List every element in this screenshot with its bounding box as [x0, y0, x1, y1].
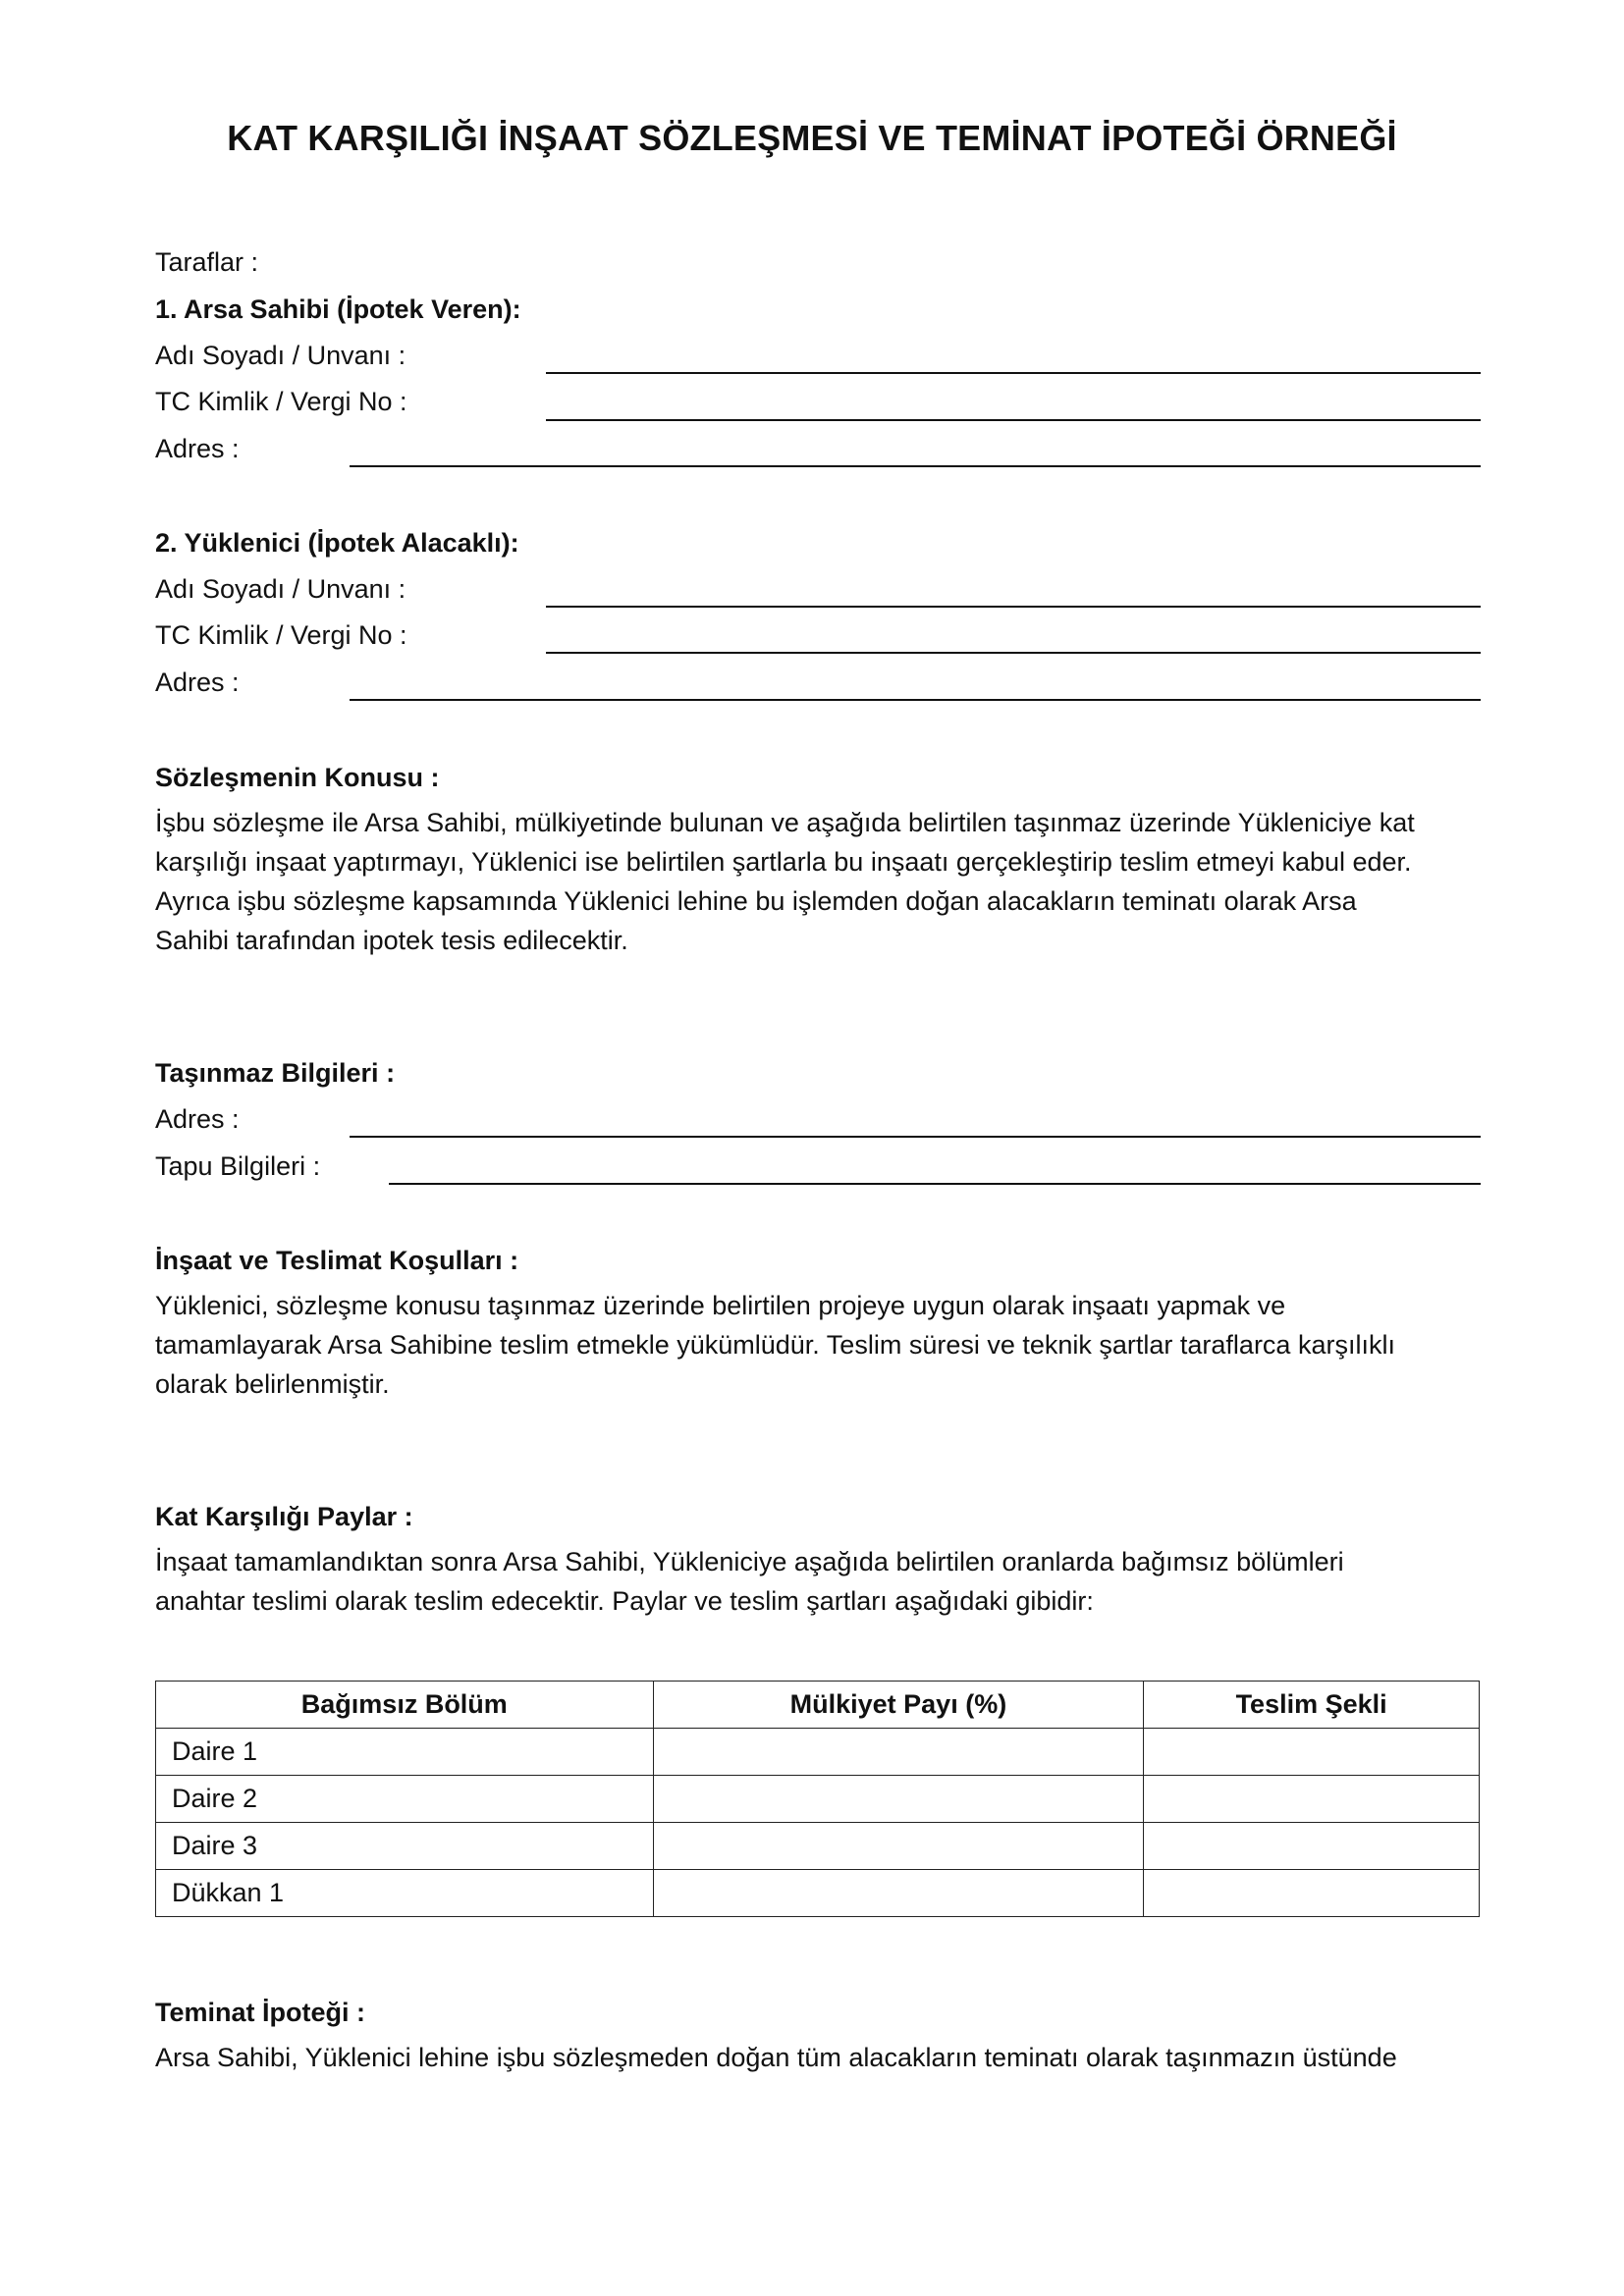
- owner-id-label: TC Kimlik / Vergi No :: [155, 387, 407, 416]
- shares-line: anahtar teslimi olarak teslim edecektir. Paylar ve teslim şartları aşağıdaki gibidir:: [155, 1586, 1094, 1616]
- property-heading: Taşınmaz Bilgileri :: [155, 1058, 396, 1088]
- subject-paragraph: [155, 803, 1481, 960]
- subject-line: İşbu sözleşme ile Arsa Sahibi, mülkiyetinde bulunan ve aşağıda belirtilen taşınmaz üzerinde Yükleniciye kat: [155, 808, 1415, 837]
- subject-line: karşılığı inşaat yaptırmayı, Yüklenici ise belirtilen şartlarla bu inşaatı gerçekleştirip teslim etmeyi kabul eder.: [155, 847, 1412, 877]
- share-cell[interactable]: [653, 1729, 1144, 1776]
- contractor-id-label: TC Kimlik / Vergi No :: [155, 620, 407, 650]
- table-row: [156, 1870, 1480, 1917]
- unit-cell: Daire 2: [156, 1776, 654, 1823]
- document-title: KAT KARŞILIĞI İNŞAAT SÖZLEŞMESİ VE TEMİNAT İPOTEĞİ ÖRNEĞİ: [227, 118, 1397, 158]
- table-row: [156, 1823, 1480, 1870]
- deed-field-line[interactable]: [389, 1183, 1481, 1185]
- subject-heading: Sözleşmenin Konusu :: [155, 763, 440, 792]
- header-cell-share: Mülkiyet Payı (%): [653, 1682, 1144, 1729]
- owner-name-label: Adı Soyadı / Unvanı :: [155, 341, 406, 370]
- delivery-cell[interactable]: [1144, 1870, 1480, 1917]
- construction-line: Yüklenici, sözleşme konusu taşınmaz üzerinde belirtilen projeye uygun olarak inşaatı yapmak ve: [155, 1291, 1286, 1320]
- delivery-cell[interactable]: [1144, 1729, 1480, 1776]
- contractor-heading: 2. Yüklenici (İpotek Alacaklı):: [155, 528, 519, 558]
- contractor-id-field-line[interactable]: [546, 652, 1481, 654]
- owner-heading: 1. Arsa Sahibi (İpotek Veren):: [155, 294, 521, 324]
- shares-table: [155, 1681, 1480, 1917]
- contractor-address-field-line[interactable]: [350, 699, 1481, 701]
- construction-line: tamamlayarak Arsa Sahibine teslim etmekle yükümlüdür. Teslim süresi ve teknik şartlar taraflarca karşılıklı: [155, 1330, 1395, 1360]
- delivery-cell[interactable]: [1144, 1776, 1480, 1823]
- unit-cell: Daire 1: [156, 1729, 654, 1776]
- owner-address-label: Adres :: [155, 434, 240, 463]
- header-cell-unit: Bağımsız Bölüm: [156, 1682, 654, 1729]
- share-cell[interactable]: [653, 1776, 1144, 1823]
- parties-label: Taraflar :: [155, 247, 259, 277]
- table-row: [156, 1776, 1480, 1823]
- contractor-name-label: Adı Soyadı / Unvanı :: [155, 574, 406, 604]
- mortgage-heading: Teminat İpoteği :: [155, 1998, 365, 2027]
- delivery-cell[interactable]: [1144, 1823, 1480, 1870]
- owner-address-field-line[interactable]: [350, 465, 1481, 467]
- mortgage-paragraph: [155, 2038, 1481, 2077]
- unit-cell: Dükkan 1: [156, 1870, 654, 1917]
- share-cell[interactable]: [653, 1823, 1144, 1870]
- deed-label: Tapu Bilgileri :: [155, 1151, 321, 1181]
- shares-heading: Kat Karşılığı Paylar :: [155, 1502, 413, 1531]
- subject-line: Sahibi tarafından ipotek tesis edilecektir.: [155, 926, 628, 955]
- owner-id-field-line[interactable]: [546, 419, 1481, 421]
- contractor-name-field-line[interactable]: [546, 606, 1481, 608]
- property-address-label: Adres :: [155, 1104, 240, 1134]
- shares-line: İnşaat tamamlandıktan sonra Arsa Sahibi, Yükleniciye aşağıda belirtilen oranlarda bağımsız bölümleri: [155, 1547, 1344, 1576]
- table-header-row: [156, 1682, 1480, 1729]
- property-address-field-line[interactable]: [350, 1136, 1481, 1138]
- header-cell-delivery: Teslim Şekli: [1144, 1682, 1480, 1729]
- contractor-address-label: Adres :: [155, 667, 240, 697]
- construction-paragraph: [155, 1286, 1481, 1404]
- construction-line: olarak belirlenmiştir.: [155, 1369, 390, 1399]
- owner-name-field-line[interactable]: [546, 372, 1481, 374]
- table-row: [156, 1729, 1480, 1776]
- subject-line: Ayrıca işbu sözleşme kapsamında Yüklenici lehine bu işlemden doğan alacakların teminatı olarak Arsa: [155, 886, 1357, 916]
- shares-paragraph: [155, 1542, 1481, 1621]
- mortgage-line: Arsa Sahibi, Yüklenici lehine işbu sözleşmeden doğan tüm alacakların teminatı olarak taşınmazın üstünde: [155, 2043, 1397, 2072]
- share-cell[interactable]: [653, 1870, 1144, 1917]
- unit-cell: Daire 3: [156, 1823, 654, 1870]
- construction-heading: İnşaat ve Teslimat Koşulları :: [155, 1246, 519, 1275]
